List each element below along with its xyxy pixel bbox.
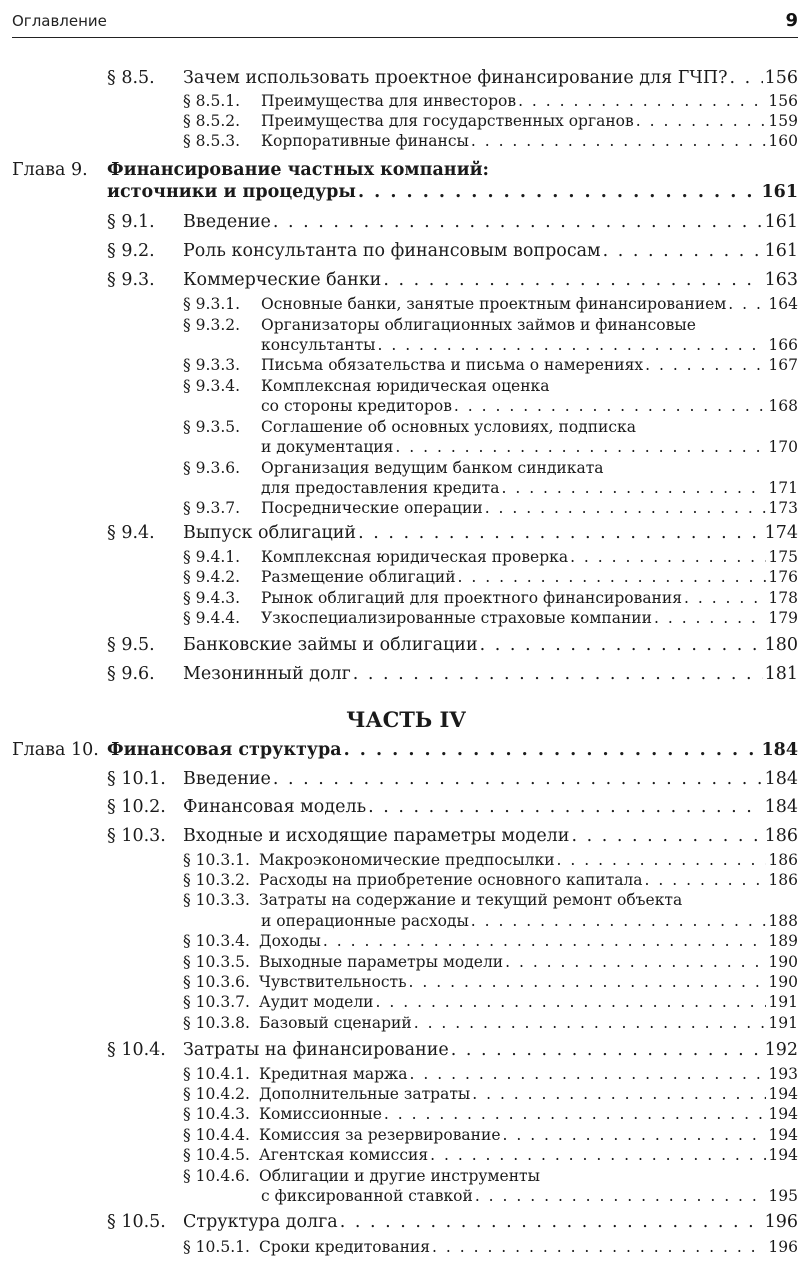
dot-leader [571, 826, 762, 846]
entry-title: Аудит модели [259, 993, 374, 1011]
section-entry[interactable] [0, 1040, 798, 1060]
entry-title: Структура долга [183, 1212, 338, 1232]
entry-number: § 9.3. [107, 270, 155, 290]
entry-number: § 9.4.4. [183, 609, 241, 627]
entry-page-number: 164 [768, 295, 798, 313]
section-entry[interactable] [0, 68, 798, 88]
entry-number: § 9.4. [107, 523, 155, 543]
subsection-entry[interactable] [0, 355, 798, 375]
subsection-entry[interactable] [0, 1084, 798, 1104]
entry-continuation[interactable] [0, 478, 798, 498]
dot-leader [358, 523, 763, 543]
entry-title: Затраты на содержание и текущий ремонт объекта [259, 891, 683, 909]
entry-number: § 10.5.1. [183, 1238, 250, 1256]
entry-number: § 9.4.2. [183, 568, 241, 586]
entry-title: Выходные параметры модели [259, 953, 504, 971]
dot-leader [472, 1084, 766, 1104]
entry-continuation[interactable] [0, 437, 798, 457]
entry-page-number: 168 [768, 397, 798, 415]
chapter-entry[interactable] [0, 160, 798, 180]
entry-page-number: 194 [768, 1146, 798, 1164]
entry-title: Введение [183, 769, 271, 789]
dot-leader [501, 478, 766, 498]
entry-title: Затраты на финансирование [183, 1040, 449, 1060]
section-entry[interactable] [0, 1212, 798, 1232]
entry-page-number: 161 [761, 182, 798, 202]
dot-leader [340, 1212, 763, 1232]
entry-page-number: 184 [764, 769, 798, 789]
entry-number: § 10.4.4. [183, 1126, 250, 1144]
subsection-entry[interactable] [0, 608, 798, 628]
header-page-number: 9 [785, 10, 798, 31]
subsection-entry[interactable] [0, 498, 798, 518]
entry-number: § 10.1. [107, 769, 166, 789]
entry-title: Кредитная маржа [259, 1065, 408, 1083]
header-title: Оглавление [12, 12, 107, 30]
entry-page-number: 166 [768, 336, 798, 354]
section-entry[interactable] [0, 270, 798, 290]
entry-page-number: 170 [768, 438, 798, 456]
entry-page-number: 181 [764, 664, 798, 684]
dot-leader [485, 498, 767, 518]
entry-title: Комплексная юридическая проверка [261, 548, 569, 566]
subsection-entry[interactable] [0, 1104, 798, 1124]
subsection-entry[interactable] [0, 1013, 798, 1033]
dot-leader [645, 870, 767, 890]
entry-number: § 9.4.1. [183, 548, 241, 566]
entry-title: с фиксированной ставкой [261, 1187, 473, 1205]
dot-leader [358, 182, 760, 202]
entry-title: Финансовая структура [107, 740, 342, 760]
subsection-entry[interactable] [0, 315, 798, 335]
entry-page-number: 194 [768, 1126, 798, 1144]
subsection-entry[interactable] [0, 588, 798, 608]
dot-leader [471, 911, 767, 931]
entry-page-number: 161 [764, 241, 798, 261]
entry-title: Агентская комиссия [259, 1146, 429, 1164]
dot-leader [458, 567, 767, 587]
dot-leader [409, 972, 767, 992]
entry-page-number: 167 [768, 356, 798, 374]
entry-number: § 8.5.2. [183, 112, 241, 130]
section-entry[interactable] [0, 826, 798, 846]
entry-title: Дополнительные затраты [259, 1085, 471, 1103]
entry-number: § 10.3. [107, 826, 166, 846]
entry-title: Мезонинный долг [183, 664, 351, 684]
entry-page-number: 196 [768, 1238, 798, 1256]
subsection-entry[interactable] [0, 131, 798, 151]
entry-title: для предоставления кредита [261, 479, 500, 497]
dot-leader [636, 111, 767, 131]
section-entry[interactable] [0, 212, 798, 232]
subsection-entry[interactable] [0, 1145, 798, 1165]
subsection-entry[interactable] [0, 870, 798, 890]
entry-number: § 10.3.3. [183, 891, 250, 909]
subsection-entry[interactable] [0, 91, 798, 111]
entry-title: и документация [261, 438, 394, 456]
entry-number: § 10.4.6. [183, 1167, 250, 1185]
entry-page-number: 191 [768, 1014, 798, 1032]
page-header [12, 0, 798, 38]
entry-number: § 9.3.7. [183, 499, 241, 517]
entry-page-number: 159 [768, 112, 798, 130]
dot-leader [378, 335, 767, 355]
subsection-entry[interactable] [0, 547, 798, 567]
entry-number: Глава 10. [12, 740, 99, 760]
entry-page-number: 186 [768, 851, 798, 869]
entry-number: Глава 9. [12, 160, 88, 180]
entry-title: Введение [183, 212, 271, 232]
entry-title: со стороны кредиторов [261, 397, 452, 415]
entry-page-number: 189 [768, 932, 798, 950]
entry-number: § 10.3.4. [183, 932, 250, 950]
entry-number: § 10.5. [107, 1212, 166, 1232]
part-heading: ЧАСТЬ IV [346, 707, 466, 732]
entry-number: § 10.3.7. [183, 993, 250, 1011]
entry-title: Посреднические операции [261, 499, 483, 517]
entry-title: Организация ведущим банком синдиката [261, 459, 604, 477]
dot-leader [730, 68, 763, 88]
entry-title: Расходы на приобретение основного капитала [259, 871, 643, 889]
entry-page-number: 180 [764, 635, 798, 655]
dot-leader [353, 664, 763, 684]
entry-title: источники и процедуры [107, 182, 356, 202]
entry-number: § 10.4.1. [183, 1065, 250, 1083]
dot-leader [645, 355, 766, 375]
subsection-entry[interactable] [0, 952, 798, 972]
entry-page-number: 192 [764, 1040, 798, 1060]
entry-number: § 10.3.2. [183, 871, 250, 889]
entry-page-number: 173 [768, 499, 798, 517]
dot-leader [384, 1104, 766, 1124]
section-entry[interactable] [0, 523, 798, 543]
entry-number: § 9.3.5. [183, 418, 241, 436]
entry-page-number: 186 [764, 826, 798, 846]
entry-title: Входные и исходящие параметры модели [183, 826, 570, 846]
dot-leader [383, 270, 762, 290]
dot-leader [414, 1013, 767, 1033]
entry-page-number: 193 [768, 1065, 798, 1083]
entry-page-number: 174 [764, 523, 798, 543]
entry-page-number: 179 [768, 609, 798, 627]
dot-leader [728, 294, 766, 314]
entry-number: § 9.1. [107, 212, 155, 232]
entry-title: Комиссия за резервирование [259, 1126, 501, 1144]
entry-title: Облигации и другие инструменты [259, 1167, 540, 1185]
entry-page-number: 178 [768, 589, 798, 607]
entry-page-number: 196 [764, 1212, 798, 1232]
entry-page-number: 194 [768, 1105, 798, 1123]
entry-title: Преимущества для государственных органов [261, 112, 634, 130]
entry-page-number: 186 [768, 871, 798, 889]
subsection-entry[interactable] [0, 1064, 798, 1084]
chapter-entry[interactable] [0, 740, 798, 760]
dot-leader [410, 1064, 767, 1084]
entry-title: Чувствительность [259, 973, 407, 991]
entry-title: Банковские займы и облигации [183, 635, 478, 655]
entry-page-number: 188 [768, 912, 798, 930]
entry-page-number: 160 [768, 132, 798, 150]
dot-leader [603, 241, 763, 261]
dot-leader [454, 396, 766, 416]
subsection-entry[interactable] [0, 1125, 798, 1145]
subsection-entry[interactable] [0, 294, 798, 314]
subsection-entry[interactable] [0, 890, 798, 910]
entry-page-number: 184 [764, 797, 798, 817]
section-entry[interactable] [0, 241, 798, 261]
entry-number: § 10.4.5. [183, 1146, 250, 1164]
entry-title: Основные банки, занятые проектным финансированием [261, 295, 727, 313]
dot-leader [480, 635, 763, 655]
entry-page-number: 175 [768, 548, 798, 566]
entry-page-number: 156 [768, 92, 798, 110]
dot-leader [518, 91, 766, 111]
entry-number: § 10.3.8. [183, 1014, 250, 1032]
entry-title: Роль консультанта по финансовым вопросам [183, 241, 601, 261]
entry-title: Организаторы облигационных займов и финансовые [261, 316, 696, 334]
entry-page-number: 171 [768, 479, 798, 497]
entry-continuation[interactable] [0, 335, 798, 355]
entry-continuation[interactable] [0, 1186, 798, 1206]
section-entry[interactable] [0, 797, 798, 817]
entry-title: Финансовая модель [183, 797, 367, 817]
subsection-entry[interactable] [0, 111, 798, 131]
entry-number: § 8.5. [107, 68, 155, 88]
entry-title: Макроэкономические предпосылки [259, 851, 555, 869]
entry-page-number: 195 [768, 1187, 798, 1205]
dot-leader [570, 547, 766, 567]
entry-page-number: 176 [768, 568, 798, 586]
entry-number: § 8.5.3. [183, 132, 241, 150]
dot-leader [505, 952, 766, 972]
dot-leader [344, 740, 760, 760]
entry-number: § 9.4.3. [183, 589, 241, 607]
entry-page-number: 190 [768, 953, 798, 971]
entry-page-number: 161 [764, 212, 798, 232]
subsection-entry[interactable] [0, 458, 798, 478]
entry-page-number: 190 [768, 973, 798, 991]
entry-title: Рынок облигаций для проектного финансирования [261, 589, 682, 607]
dot-leader [684, 588, 766, 608]
dot-leader [395, 437, 766, 457]
entry-title: консультанты [261, 336, 376, 354]
entry-title: Размещение облигаций [261, 568, 456, 586]
entry-number: § 10.4.3. [183, 1105, 250, 1123]
entry-title: Преимущества для инвесторов [261, 92, 517, 110]
entry-number: § 9.6. [107, 664, 155, 684]
dot-leader [654, 608, 766, 628]
entry-number: § 10.3.1. [183, 851, 250, 869]
dot-leader [368, 797, 762, 817]
entry-title: Доходы [259, 932, 321, 950]
entry-page-number: 163 [764, 270, 798, 290]
entry-page-number: 191 [768, 993, 798, 1011]
entry-title: Письма обязательства и письма о намерениях [261, 356, 644, 374]
entry-number: § 10.4. [107, 1040, 166, 1060]
entry-title: Базовый сценарий [259, 1014, 412, 1032]
dot-leader [376, 992, 767, 1012]
section-entry[interactable] [0, 635, 798, 655]
subsection-entry[interactable] [0, 1166, 798, 1186]
entry-number: § 10.3.6. [183, 973, 250, 991]
subsection-entry[interactable] [0, 992, 798, 1012]
entry-number: § 9.3.3. [183, 356, 241, 374]
entry-number: § 9.2. [107, 241, 155, 261]
dot-leader [432, 1237, 766, 1257]
entry-title: Сроки кредитования [259, 1238, 431, 1256]
entry-title: Узкоспециализированные страховые компании [261, 609, 652, 627]
entry-number: § 8.5.1. [183, 92, 241, 110]
entry-title: Зачем использовать проектное финансирование для ГЧП? [183, 68, 728, 88]
section-entry[interactable] [0, 664, 798, 684]
dot-leader [475, 1186, 767, 1206]
dot-leader [273, 769, 763, 789]
entry-continuation[interactable] [0, 911, 798, 931]
dot-leader [273, 212, 763, 232]
entry-title: Комплексная юридическая оценка [261, 377, 550, 395]
entry-number: § 10.4.2. [183, 1085, 250, 1103]
dot-leader [323, 931, 767, 951]
subsection-entry[interactable] [0, 972, 798, 992]
entry-page-number: 194 [768, 1085, 798, 1103]
subsection-entry[interactable] [0, 1237, 798, 1257]
subsection-entry[interactable] [0, 567, 798, 587]
dot-leader [430, 1145, 766, 1165]
subsection-entry[interactable] [0, 376, 798, 396]
entry-continuation[interactable] [0, 182, 798, 202]
entry-page-number: 184 [761, 740, 798, 760]
subsection-entry[interactable] [0, 931, 798, 951]
entry-title: и операционные расходы [261, 912, 469, 930]
entry-title: Комиссионные [259, 1105, 382, 1123]
entry-number: § 10.2. [107, 797, 166, 817]
dot-leader [451, 1040, 763, 1060]
entry-title: Выпуск облигаций [183, 523, 357, 543]
entry-number: § 9.5. [107, 635, 155, 655]
entry-number: § 9.3.4. [183, 377, 241, 395]
entry-continuation[interactable] [0, 396, 798, 416]
section-entry[interactable] [0, 769, 798, 789]
dot-leader [471, 131, 767, 151]
entry-title: Соглашение об основных условиях, подписка [261, 418, 636, 436]
subsection-entry[interactable] [0, 850, 798, 870]
entry-title: Корпоративные финансы [261, 132, 469, 150]
dot-leader [557, 850, 767, 870]
entry-number: § 9.3.1. [183, 295, 241, 313]
entry-number: § 9.3.2. [183, 316, 241, 334]
subsection-entry[interactable] [0, 417, 798, 437]
entry-title: Финансирование частных компаний: [107, 160, 490, 180]
dot-leader [503, 1125, 767, 1145]
entry-title: Коммерческие банки [183, 270, 382, 290]
entry-number: § 9.3.6. [183, 459, 241, 477]
entry-page-number: 156 [764, 68, 798, 88]
entry-number: § 10.3.5. [183, 953, 250, 971]
